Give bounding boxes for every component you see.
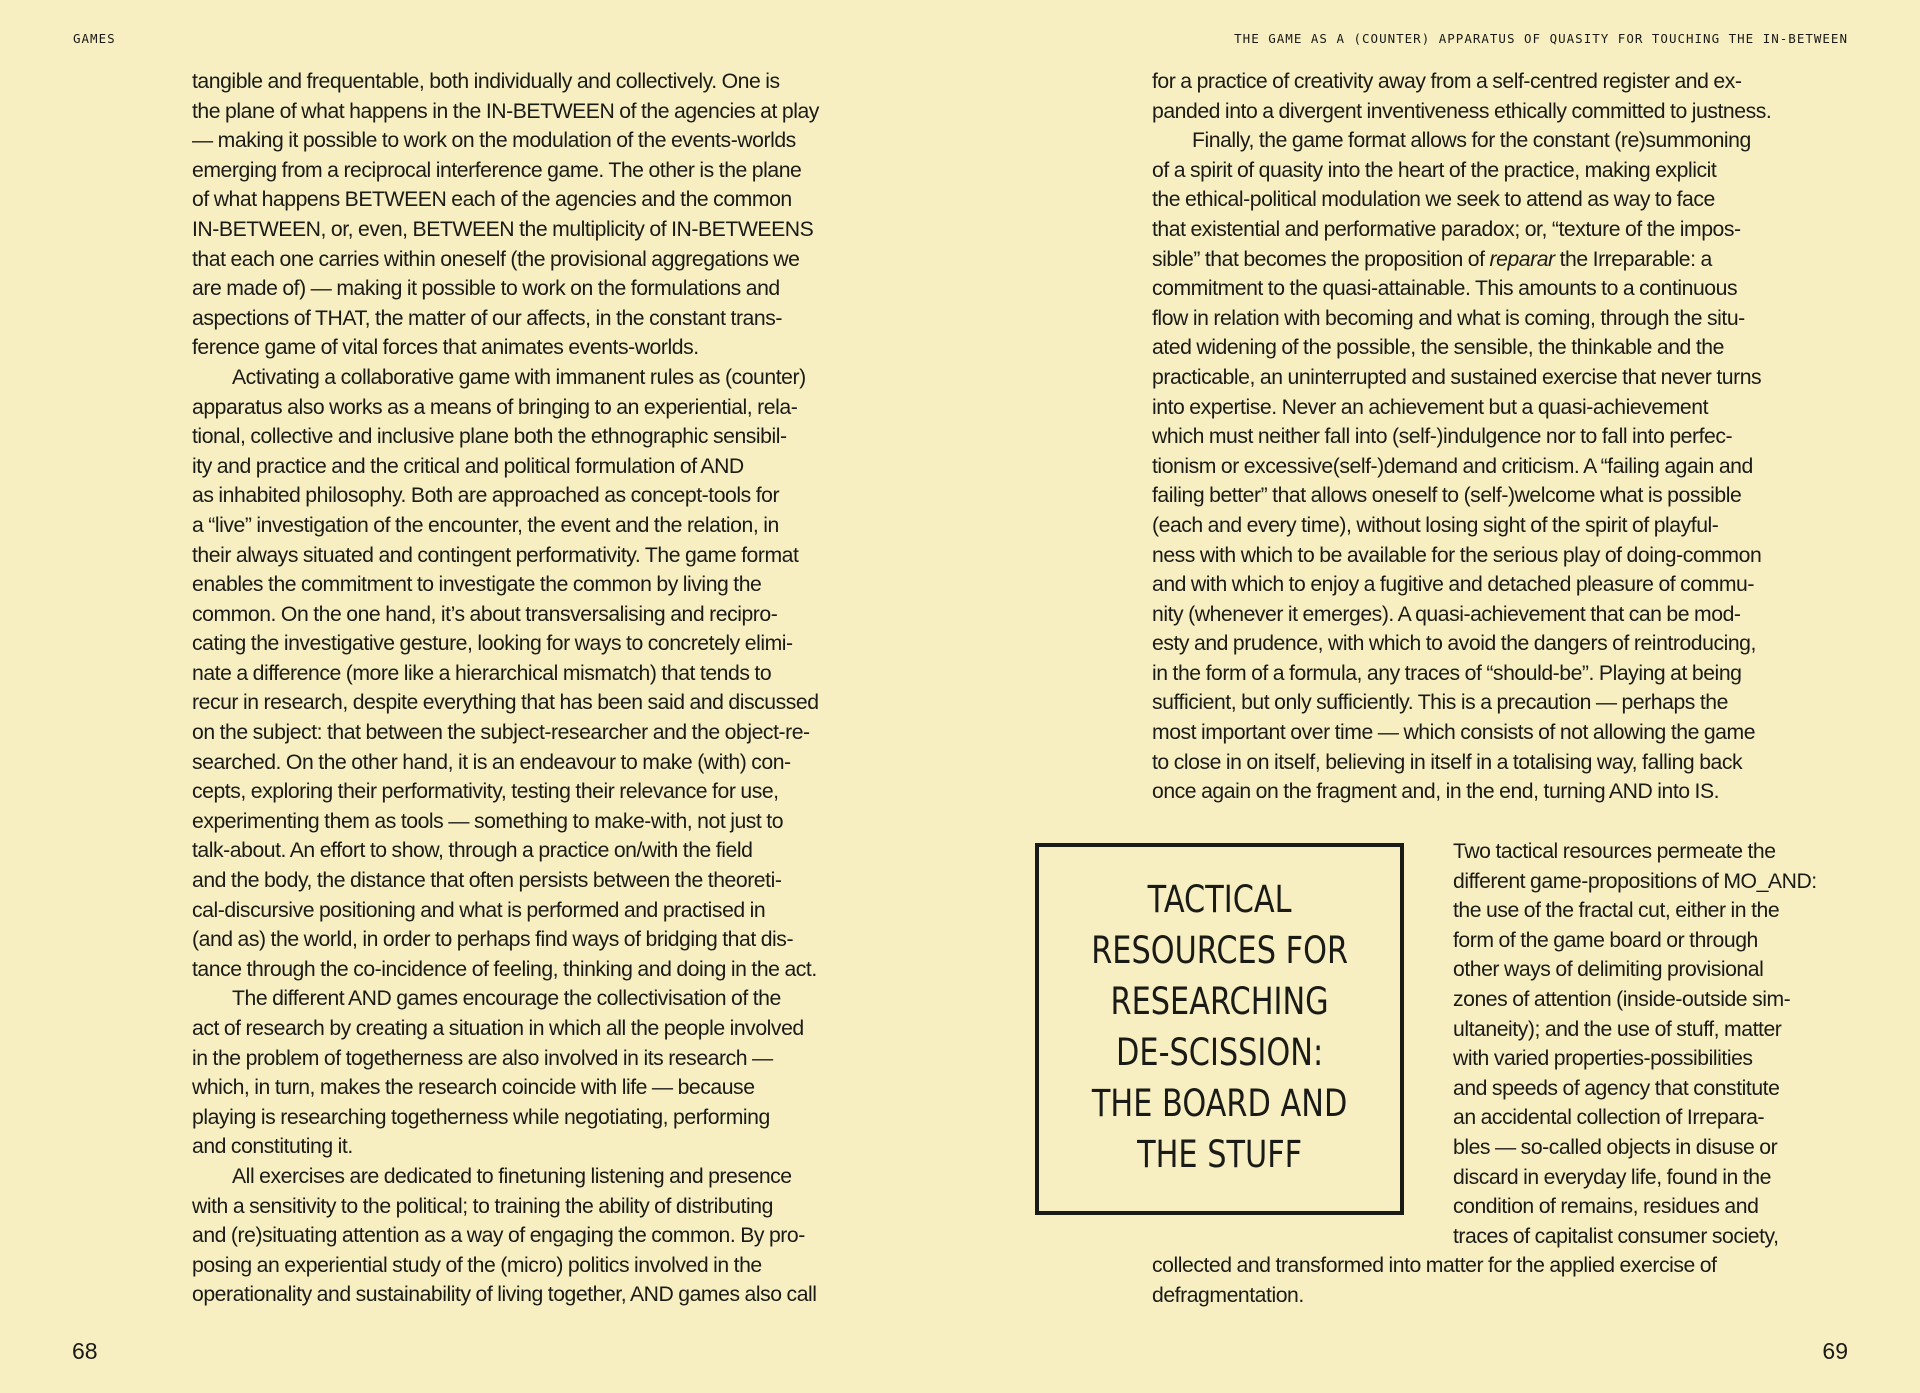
text-line: act of research by creating a situation in which all the people involved <box>192 1017 804 1040</box>
text-line: commitment to the quasi-attainable. This amounts to a continuous <box>1152 277 1738 301</box>
side-text <box>1453 837 1873 1251</box>
text-line: ated widening of the possible, the sensible, the thinkable and the <box>1152 336 1724 360</box>
text-line: cal-discursive positioning and what is performed and practised in <box>192 898 766 922</box>
page-number-right: 69 <box>1822 1338 1848 1364</box>
text-line: the plane of what happens in the IN-BETWEEN of the agencies at play <box>192 99 819 123</box>
text-line: once again on the fragment and, in the end, turning AND into IS. <box>1152 780 1720 804</box>
running-head-right: THE GAME AS A (COUNTER) APPARATUS OF QUASITY FOR TOUCHING THE IN-BETWEEN <box>1234 31 1848 46</box>
text-line: form of the game board or through <box>1453 928 1758 952</box>
text-line: tionism or excessive(self-)demand and criticism. A “failing again and <box>1152 454 1753 478</box>
text-line: ness with which to be available for the serious play of doing-common <box>1152 543 1762 567</box>
text-line: aspections of THAT, the matter of our affects, in the constant trans- <box>192 306 782 330</box>
text-line: and the body, the distance that often persists between the theoreti- <box>192 869 782 893</box>
text-line: a “live” investigation of the encounter, the event and the relation, in <box>192 513 779 537</box>
callout-heading-line: TACTICAL <box>1147 878 1292 921</box>
text-line: panded into a divergent inventiveness ethically committed to justness. <box>1152 99 1772 123</box>
text-line: collected and transformed into matter for the applied exercise of <box>1152 1254 1717 1277</box>
text-line: the use of the fractal cut, either in the <box>1453 899 1780 923</box>
text-line: experimenting them as tools — something to make-with, not just to <box>192 809 784 833</box>
callout-heading-line: THE STUFF <box>1136 1133 1303 1176</box>
text-line: bles — so-called objects in disuse or <box>1453 1135 1778 1159</box>
text-line: nate a difference (more like a hierarchical mismatch) that tends to <box>192 661 772 685</box>
text-line: discard in everyday life, found in the <box>1453 1165 1771 1189</box>
page-number-left: 68 <box>72 1338 98 1364</box>
text-line: flow in relation with becoming and what is coming, through the situ- <box>1152 306 1745 330</box>
text-line: The different AND games encourage the collectivisation of the <box>232 987 781 1011</box>
text-line: apparatus also works as a means of bringing to an experiential, rela- <box>192 395 798 419</box>
text-line: and (re)situating attention as a way of engaging the common. By pro- <box>192 1224 805 1248</box>
text-line: (and as) the world, in order to perhaps find ways of bridging that dis- <box>192 928 794 952</box>
text-line: posing an experiential study of the (micro) politics involved in the <box>192 1253 762 1277</box>
callout-heading <box>1091 874 1348 1180</box>
text-line: defragmentation. <box>1152 1283 1304 1307</box>
text-line: cepts, exploring their performativity, testing their relevance for use, <box>192 780 779 804</box>
text-line: and speeds of agency that constitute <box>1453 1076 1780 1100</box>
callout-box <box>1035 843 1404 1215</box>
text-line: other ways of delimiting provisional <box>1453 958 1764 982</box>
text-line: Finally, the game format allows for the constant (re)summoning <box>1192 129 1751 153</box>
text-line: ity and practice and the critical and political formulation of AND <box>192 454 744 478</box>
text-segment: sible” that becomes the proposition of <box>1152 247 1490 271</box>
text-line: ference game of vital forces that animates events-worlds. <box>192 336 699 360</box>
text-line: esty and prudence, with which to avoid the dangers of reintroducing, <box>1152 632 1756 656</box>
text-line: nity (whenever it emerges). A quasi-achievement that can be mod- <box>1152 602 1741 626</box>
text-line: of a spirit of quasity into the heart of the practice, making explicit <box>1152 158 1717 182</box>
text-line: practicable, an uninterrupted and sustained exercise that never turns <box>1152 365 1762 389</box>
text-line: cating the investigative gesture, looking for ways to concretely elimi- <box>192 632 793 656</box>
text-line: sufficient, but only sufficiently. This is a precaution — perhaps the <box>1152 691 1728 715</box>
text-line: zones of attention (inside-outside sim- <box>1453 987 1791 1011</box>
left-body-text <box>192 67 912 1310</box>
text-line: Two tactical resources permeate the <box>1453 840 1776 863</box>
callout-heading-line: DE-SCISSION: <box>1115 1031 1324 1074</box>
callout-heading-line: RESOURCES FOR <box>1091 929 1348 972</box>
text-line: which must neither fall into (self-)indulgence nor to fall into perfec- <box>1152 425 1733 449</box>
text-line: for a practice of creativity away from a self-centred register and ex- <box>1152 70 1742 93</box>
text-line: into expertise. Never an achievement but a quasi-achievement <box>1152 395 1709 419</box>
text-line: are made of) — making it possible to work on the formulations and <box>192 277 780 301</box>
text-line: operationality and sustainability of living together, AND games also call <box>192 1283 817 1307</box>
text-line: that existential and performative paradox; or, “texture of the impos- <box>1152 217 1741 241</box>
text-line: condition of remains, residues and <box>1453 1195 1759 1219</box>
text-line: an accidental collection of Irrepara- <box>1453 1106 1765 1130</box>
text-line: in the form of a formula, any traces of “should-be”. Playing at being <box>1152 661 1742 685</box>
text-line: and constituting it. <box>192 1135 353 1159</box>
right-page <box>960 0 1920 1393</box>
text-line: and with which to enjoy a fugitive and detached pleasure of commu- <box>1152 573 1754 597</box>
text-line: tangible and frequentable, both individually and collectively. One is <box>192 70 780 93</box>
text-line: searched. On the other hand, it is an endeavour to make (with) con- <box>192 750 791 774</box>
text-line: Activating a collaborative game with immanent rules as (counter) <box>232 365 806 389</box>
text-line: on the subject: that between the subject-researcher and the object-re- <box>192 721 810 745</box>
text-line: the ethical-political modulation we seek to attend as way to face <box>1152 188 1715 212</box>
text-line: which, in turn, makes the research coincide with life — because <box>192 1076 755 1100</box>
text-line: as inhabited philosophy. Both are approached as concept-tools for <box>192 484 780 508</box>
text-line: talk-about. An effort to show, through a practice on/with the field <box>192 839 753 863</box>
text-line: (each and every time), without losing sight of the spirit of playful- <box>1152 513 1719 537</box>
text-line: most important over time — which consists of not allowing the game <box>1152 721 1756 745</box>
text-segment: the Irreparable: a <box>1554 247 1712 271</box>
text-line <box>1152 245 1862 275</box>
callout-heading-line: RESEARCHING <box>1110 980 1329 1023</box>
bottom-text <box>1152 1251 1872 1310</box>
text-line: playing is researching togetherness while negotiating, performing <box>192 1105 770 1129</box>
text-line: recur in research, despite everything that has been said and discussed <box>192 691 819 715</box>
text-line: their always situated and contingent performativity. The game format <box>192 543 799 567</box>
text-line: traces of capitalist consumer society, <box>1453 1224 1779 1248</box>
text-line: — making it possible to work on the modulation of the events-worlds <box>192 129 796 153</box>
text-line: failing better” that allows oneself to (self-)welcome what is possible <box>1152 484 1742 508</box>
italic-term: reparar <box>1489 247 1555 271</box>
text-line: with varied properties-possibilities <box>1453 1047 1753 1071</box>
text-line: to close in on itself, believing in itself in a totalising way, falling back <box>1152 750 1743 774</box>
right-body-text <box>1152 67 1862 807</box>
text-line: in the problem of togetherness are also involved in its research — <box>192 1046 773 1070</box>
running-head-left: GAMES <box>73 31 116 46</box>
text-line: with a sensitivity to the political; to training the ability of distributing <box>192 1194 773 1218</box>
callout-heading-line: THE BOARD AND <box>1091 1082 1348 1125</box>
text-line: that each one carries within oneself (the provisional aggregations we <box>192 247 800 271</box>
text-line: enables the commitment to investigate the common by living the <box>192 573 762 597</box>
text-line: IN-BETWEEN, or, even, BETWEEN the multiplicity of IN-BETWEENS <box>192 217 814 241</box>
text-line: ultaneity); and the use of stuff, matter <box>1453 1017 1782 1041</box>
text-line: tional, collective and inclusive plane both the ethnographic sensibil- <box>192 425 787 449</box>
text-line: tance through the co-incidence of feeling, thinking and doing in the act. <box>192 957 817 981</box>
text-line: common. On the one hand, it’s about transversalising and recipro- <box>192 602 778 626</box>
text-line: emerging from a reciprocal interference game. The other is the plane <box>192 158 802 182</box>
text-line: of what happens BETWEEN each of the agencies and the common <box>192 188 792 212</box>
text-line: All exercises are dedicated to finetuning listening and presence <box>232 1164 792 1188</box>
text-line: different game-propositions of MO_AND: <box>1453 869 1817 893</box>
